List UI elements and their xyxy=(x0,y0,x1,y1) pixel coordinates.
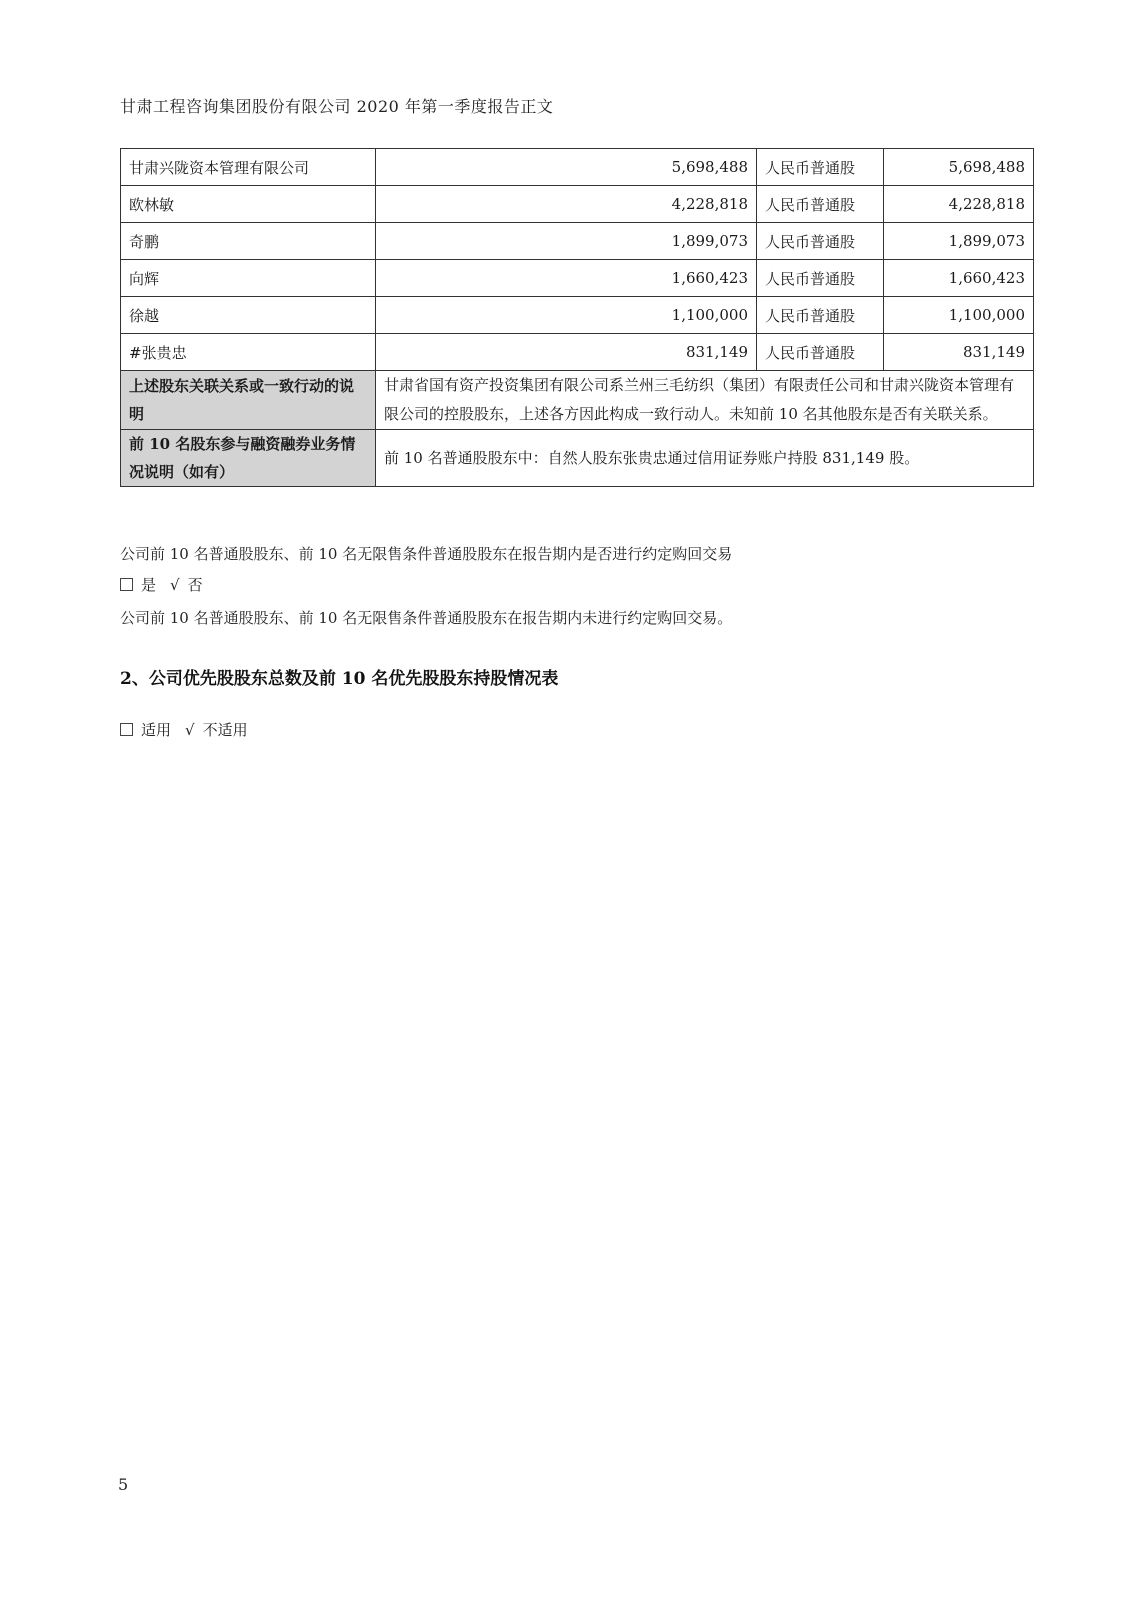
margin-trading-row xyxy=(121,430,1034,487)
repurchase-question: 公司前 10 名普通股股东、前 10 名无限售条件普通股股东在报告期内是否进行约定购回交易 xyxy=(120,545,733,563)
checkbox-icon xyxy=(120,578,133,591)
section-heading: 2、公司优先股股东总数及前 10 名优先股股东持股情况表 xyxy=(120,669,559,689)
share-type-count: 5,698,488 xyxy=(884,149,1034,186)
shareholder-name: 徐越 xyxy=(121,297,376,334)
share-type: 人民币普通股 xyxy=(757,186,884,223)
option-applicable-label: 适用 xyxy=(141,721,172,739)
repurchase-options xyxy=(120,574,203,595)
margin-trading-label: 前 10 名股东参与融资融券业务情况说明（如有） xyxy=(121,430,376,487)
shareholders-table xyxy=(120,148,1034,487)
share-type: 人民币普通股 xyxy=(757,297,884,334)
page-header-title: 甘肃工程咨询集团股份有限公司 2020 年第一季度报告正文 xyxy=(120,97,554,116)
share-type-count: 1,660,423 xyxy=(884,260,1034,297)
check-icon: √ xyxy=(185,721,195,739)
shareholder-name: 欧林敏 xyxy=(121,186,376,223)
margin-trading-text: 前 10 名普通股股东中：自然人股东张贵忠通过信用证券账户持股 831,149 股。 xyxy=(376,430,1034,487)
share-type: 人民币普通股 xyxy=(757,223,884,260)
table-row xyxy=(121,186,1034,223)
shareholder-name: 向辉 xyxy=(121,260,376,297)
share-type: 人民币普通股 xyxy=(757,149,884,186)
table-row xyxy=(121,260,1034,297)
share-type-count: 1,899,073 xyxy=(884,223,1034,260)
shareholder-name: 甘肃兴陇资本管理有限公司 xyxy=(121,149,376,186)
table-row xyxy=(121,334,1034,371)
checkbox-icon xyxy=(120,723,133,736)
share-type: 人民币普通股 xyxy=(757,334,884,371)
table-row xyxy=(121,223,1034,260)
table-row xyxy=(121,149,1034,186)
option-yes-label: 是 xyxy=(141,576,157,594)
repurchase-statement: 公司前 10 名普通股股东、前 10 名无限售条件普通股股东在报告期内未进行约定购回交易。 xyxy=(120,609,733,627)
shareholder-shares: 5,698,488 xyxy=(376,149,757,186)
shareholder-name: 奇鹏 xyxy=(121,223,376,260)
option-no-label: 否 xyxy=(187,576,203,594)
applicability-options xyxy=(120,719,248,740)
shareholder-shares: 4,228,818 xyxy=(376,186,757,223)
shareholder-shares: 1,100,000 xyxy=(376,297,757,334)
share-type: 人民币普通股 xyxy=(757,260,884,297)
share-type-count: 1,100,000 xyxy=(884,297,1034,334)
related-party-row xyxy=(121,371,1034,430)
shareholder-shares: 831,149 xyxy=(376,334,757,371)
shareholder-name: #张贵忠 xyxy=(121,334,376,371)
table-row xyxy=(121,297,1034,334)
related-party-text: 甘肃省国有资产投资集团有限公司系兰州三毛纺织（集团）有限责任公司和甘肃兴陇资本管理有限公司的控股股东，上述各方因此构成一致行动人。未知前 10 名其他股东是否有关联关系。 xyxy=(376,371,1034,430)
page-number: 5 xyxy=(118,1475,129,1494)
related-party-label: 上述股东关联关系或一致行动的说明 xyxy=(121,371,376,430)
share-type-count: 831,149 xyxy=(884,334,1034,371)
option-not-applicable-label: 不适用 xyxy=(202,721,248,739)
check-icon: √ xyxy=(170,576,180,594)
shareholder-shares: 1,899,073 xyxy=(376,223,757,260)
share-type-count: 4,228,818 xyxy=(884,186,1034,223)
shareholder-shares: 1,660,423 xyxy=(376,260,757,297)
